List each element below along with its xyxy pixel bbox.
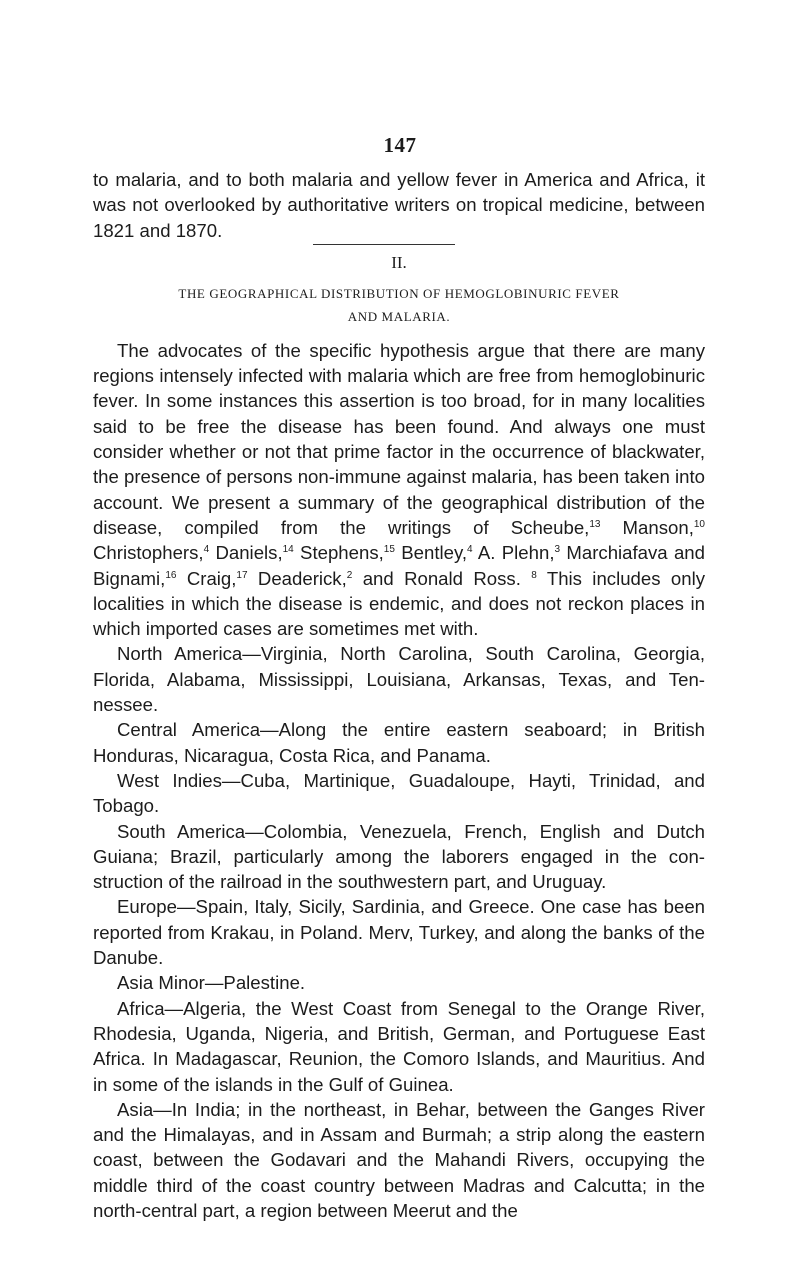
section-title-line-1: THE GEOGRAPHICAL DISTRIBUTION OF HEMOGLOBINURIC FEVER: [178, 285, 620, 301]
region-paragraph-asia-minor: Asia Minor—Palestine.: [117, 972, 306, 994]
region-paragraph-europe: Europe—Spain, Italy, Sicily, Sardinia, and Greece. One case has been reported from Krakau, in Poland. Merv, Turkey, and along the banks of the Danube.: [93, 896, 705, 969]
footnote-ref: 4: [203, 544, 210, 556]
footnote-ref: 3: [554, 544, 561, 556]
region-paragraph-north-america: North America—Virginia, North Carolina, South Carolina, Georgia, Florida, Alabama, Mississippi, Louisiana, Arkansas, Texas, and Tennessee.: [93, 643, 705, 716]
author-manson: Manson,: [600, 516, 694, 538]
author-plehn: A. Plehn,: [472, 542, 555, 564]
footnote-ref: 14: [282, 544, 294, 556]
footnote-ref: 8: [531, 569, 537, 581]
section-divider: [313, 244, 455, 245]
footnote-ref: 2: [346, 569, 353, 581]
page-number: 147: [383, 133, 417, 157]
author-daniels: Daniels,: [209, 542, 283, 564]
author-christophers: Christophers,: [93, 542, 204, 564]
region-paragraph-central-america: Central America—Along the entire eastern seaboard; in British Honduras, Nicaragua, Costa Rica, and Panama.: [93, 719, 705, 766]
page-body: [93, 167, 705, 1223]
author-stephens: Stephens,: [293, 542, 384, 564]
author-craig: Craig,: [176, 567, 237, 589]
author-deaderick: Deaderick,: [247, 567, 347, 589]
continuation-paragraph: to malaria, and to both malaria and yellow fever in America and Africa, it was not overlooked by authoritative writers on tropical medicine, between 1821 and 1870.: [93, 169, 705, 241]
footnote-ref: 4: [467, 544, 473, 556]
footnote-ref: 17: [236, 569, 248, 581]
intro-text: The advocates of the specific hypothesis argue that there are many regions intensely infected with malaria which are free from hemoglobinuric fever. In some instances this assertion is too broad, for in many localities said to be free the disease has been found. And always one must consider whether or not that prime factor in the occurrence of blackwater, the presence of persons non-immune against malaria, has been taken into account. We present a summary of the geographical distribution of the disease, compiled from the writings of Scheube,: [93, 339, 705, 538]
region-paragraph-south-america: South America—Colombia, Venezuela, French, English and Dutch Guiana; Brazil, particularly among the laborers engaged in the construction of the railroad in the southwestern part, and Uruguay.: [93, 820, 705, 893]
region-paragraph-asia: Asia—In India; in the northeast, in Behar, between the Ganges River and the Himalayas, and in Assam and Burmah; a strip along the eastern coast, between the Godavari and the Mahandi Rivers, occupying the middle third of the coast country between Madras and Calcutta; in the north-central part, a region between Meerut and the: [93, 1098, 705, 1221]
intro-paragraph: [93, 338, 705, 642]
section-title: [93, 282, 705, 328]
author-ross: and Ronald Ross.: [352, 567, 521, 589]
footnote-ref: 10: [693, 518, 705, 530]
footnote-ref: 13: [589, 518, 601, 530]
author-bentley: Bentley,: [394, 542, 468, 564]
footnote-ref: 15: [383, 544, 395, 556]
author-marchiafava: Marchiafava and Bignami,: [93, 542, 705, 589]
region-paragraph-west-indies: West Indies—Cuba, Martinique, Guadaloupe, Hayti, Trinidad, and Tobago.: [93, 769, 705, 817]
section-title-line-2: AND MALARIA.: [347, 308, 451, 324]
footnote-ref: 16: [165, 569, 177, 581]
intro-text-end: This includes only localities in which the disease is endemic, and does not reckon places in which imported cases are sometimes met with.: [93, 567, 705, 640]
region-paragraph-africa: Africa—Algeria, the West Coast from Senegal to the Orange River, Rhodesia, Uganda, Nigeria, and British, German, and Portuguese East Africa. In Madagascar, Reunion, the Comoro Islands, and Mauritius. And in some of the islands in the Gulf of Guinea.: [93, 997, 705, 1095]
section-numeral: II.: [391, 252, 407, 272]
